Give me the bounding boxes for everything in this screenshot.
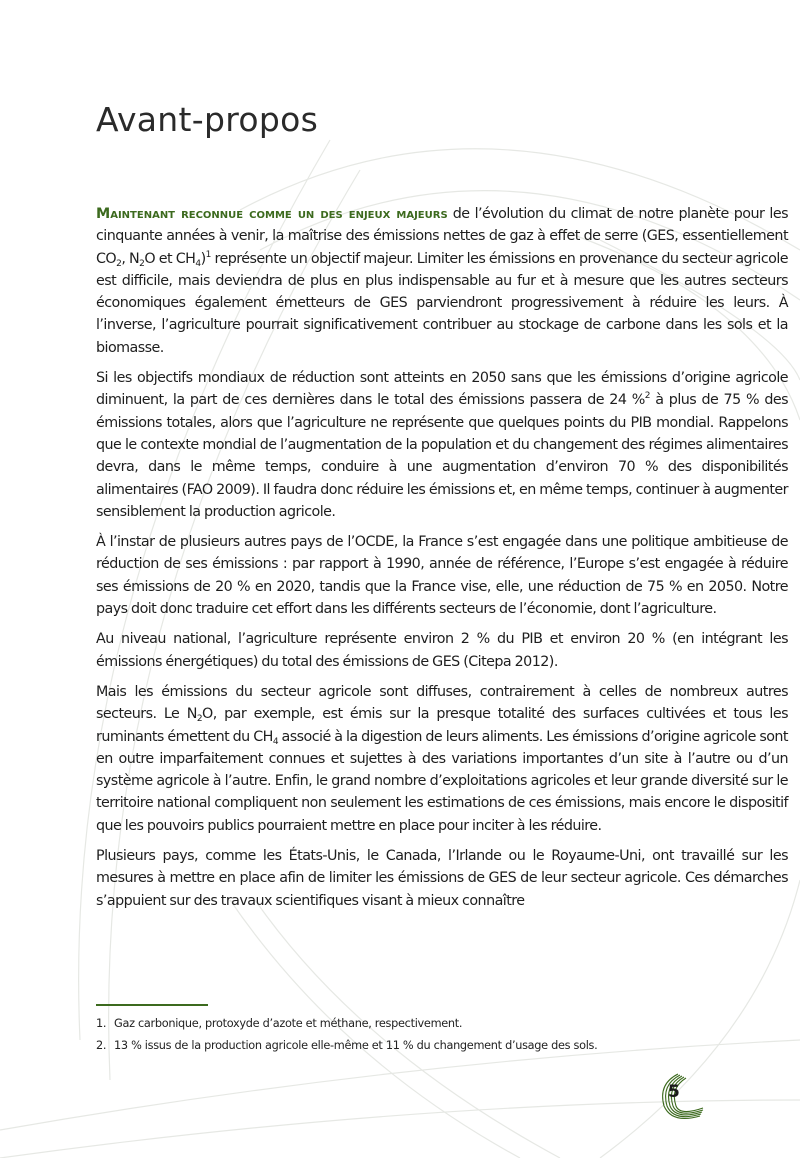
footnote-2 [96,1035,788,1057]
text: O, par exemple, est émis sur la presque totalité des surfaces cultivées et tous les ruminants émettent du CH [96,706,788,745]
paragraph-3: À l’instar de plusieurs autres pays de l’OCDE, la France s’est engagée dans une politique ambitieuse de réduction de ses émissions : par rapport à 1990, année de référence, l’Europe s’est engagée à réduire ses émissions de 20 % en 2020, tandis que la France vise, elle, une réduction de 75 % en 2050. Notre pays doit donc traduire cet effort dans les différents secteurs de l’économie, dont l’agriculture. [96,534,788,618]
text: associé à la digestion de leurs aliments. Les émissions d’origine agricole sont en outre imparfaitement connues et sujettes à des variations importantes d’un site à l’autre ou d’un système agricole à l’autre. Enfin, le grand nombre d’exploitations agricoles et leur grande diversité sur le territoire national compliquent non seulement les estimations de ces émissions, mais encore le dispositif que les pouvoirs publics pourraient mettre en place pour inciter à les réduire. [96,728,788,834]
text: représente un objectif majeur. Limiter les émissions en provenance du secteur agricole est difficile, mais deviendra de plus en plus indispensable au fur et à mesure que les autres secteurs économiques également émetteurs de GES parviendront progressivement à réduire les leurs. À l’inverse, l’agriculture pourrait significativement contribuer au stockage de carbone dans les sols et la biomasse. [96,250,788,356]
footnote-number: 1. [96,1017,107,1030]
text: O et CH [144,250,196,267]
text: à plus de 75 % des émissions totales, alors que l’agriculture ne représente que quelques points du PIB mondial. Rappelons que le contexte mondial de l’augmentation de la population et du changement des régimes alimentaires devra, dans le même temps, conduire à une augmentation d’environ 70 % des disponibilités alimentaires (FAO 2009). Il faudra donc réduire les émissions et, en même temps, continuer à augmenter sensiblement la production agricole. [96,392,788,520]
paragraph-1 [96,203,788,359]
text: , N [121,250,140,267]
text: ) [200,250,206,267]
lead-in-phrase: Maintenant reconnue comme un des enjeux majeurs [96,206,448,222]
subscript: 4 [195,258,201,269]
text: Mais les émissions du secteur agricole sont diffuses, contrairement à celles de nombreux autres secteurs. Le N [96,683,788,723]
swirl-logo-icon [650,1070,710,1130]
subscript: 2 [196,714,203,725]
subscript: 2 [116,258,122,269]
text: Si les objectifs mondiaux de réduction sont atteints en 2050 sans que les émissions d’origine agricole diminuent, la part de ces dernières dans le total des émissions passera de 24 % [96,370,788,409]
footnote-divider [96,1004,208,1006]
subscript: 2 [139,258,145,269]
page-number: 5 [668,1082,680,1102]
footnote-number: 2. [96,1039,107,1052]
footnote-text: Gaz carbonique, protoxyde d’azote et méthane, respectivement. [114,1017,463,1030]
footnote-text: 13 % issus de la production agricole elle-même et 11 % du changement d’usage des sols. [114,1039,598,1052]
text: de l’évolution du climat de notre planète pour les cinquante années à venir, la maîtrise des émissions nettes de gaz à effet de serre (GES, essentiellement CO [96,206,788,267]
paragraph-5 [96,681,788,837]
footnote-ref-2[interactable]: 2 [644,391,650,402]
body-text [96,203,788,920]
footnotes [96,1013,788,1057]
paragraph-6: Plusieurs pays, comme les États-Unis, le Canada, l’Irlande ou le Royaume-Uni, ont travaillé sur les mesures à mettre en place afin de limiter les émissions de GES de leur secteur agricole. Ces démarches s’appuient sur des travaux scientifiques visant à mieux connaître [96,848,788,909]
paragraph-4: Au niveau national, l’agriculture représente environ 2 % du PIB et environ 20 % (en intégrant les émissions énergétiques) du total des émissions de GES (Citepa 2012). [96,631,788,670]
footnote-1 [96,1013,788,1035]
page-title: Avant-propos [96,100,319,139]
footnote-ref-1[interactable]: 1 [205,249,211,260]
subscript: 4 [272,736,279,747]
paragraph-2 [96,367,788,523]
